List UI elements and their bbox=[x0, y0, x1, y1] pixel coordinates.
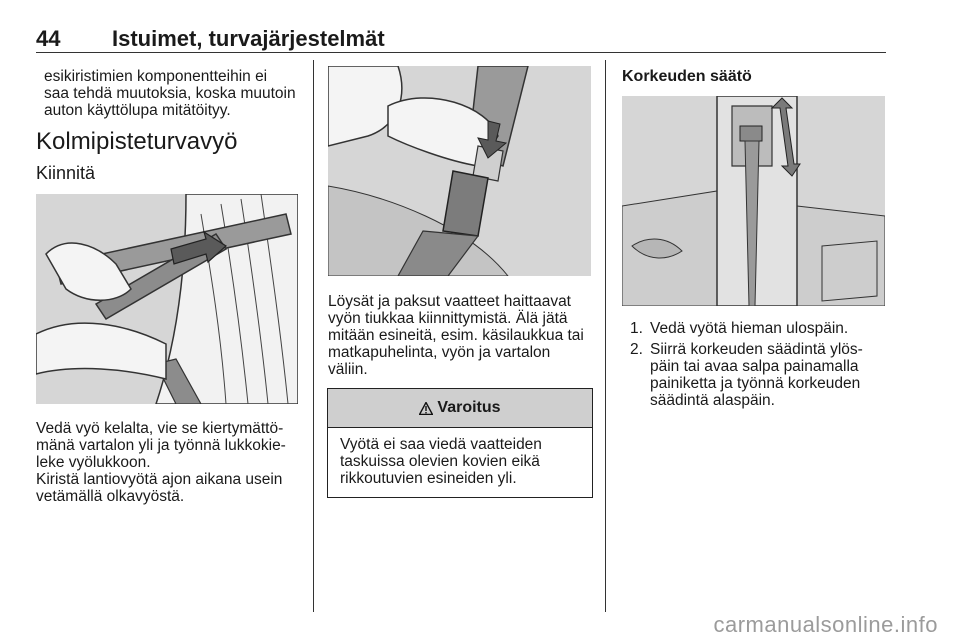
page-number: 44 bbox=[36, 26, 61, 51]
warning-header bbox=[328, 389, 592, 428]
warning-line: taskuissa olevien kovien eikä bbox=[340, 453, 540, 470]
column-divider-2 bbox=[605, 60, 606, 612]
intro-line: auton käyttölupa mitätöityy. bbox=[44, 102, 231, 119]
list-item bbox=[630, 320, 885, 337]
body-line: matkapuhelinta, vyön ja vartalon bbox=[328, 344, 551, 361]
column-divider-1 bbox=[313, 60, 314, 612]
step-line: päin tai avaa salpa painamalla bbox=[650, 358, 859, 375]
page-header-title: Istuimet, turvajärjestelmät bbox=[112, 26, 385, 51]
intro-line: saa tehdä muutoksia, koska muutoin bbox=[44, 85, 296, 102]
body-line: Kiristä lantiovyötä ajon aikana usein bbox=[36, 471, 283, 488]
tightening-instructions bbox=[36, 471, 302, 505]
step-line: säädintä alaspäin. bbox=[650, 392, 775, 409]
warning-text bbox=[340, 436, 585, 487]
subsection-heading: Kiinnitä bbox=[36, 163, 96, 183]
height-adjuster-drawing bbox=[622, 96, 885, 306]
body-line: vetämällä olkavyöstä. bbox=[36, 488, 185, 505]
clothing-notice bbox=[328, 293, 594, 378]
watermark: carmanualsonline.info bbox=[713, 612, 938, 637]
step-number: 1. bbox=[630, 320, 643, 337]
body-line: leke vyölukkoon. bbox=[36, 454, 151, 471]
warning-line: rikkoutuvien esineiden yli. bbox=[340, 470, 517, 487]
section-heading: Kolmipisteturvavyö bbox=[36, 128, 238, 155]
list-item bbox=[630, 341, 885, 409]
step-line: painiketta ja työnnä korkeuden bbox=[650, 375, 861, 392]
height-adjuster-illustration bbox=[622, 96, 885, 306]
header-divider bbox=[36, 52, 886, 53]
height-adjustment-heading: Korkeuden säätö bbox=[622, 68, 752, 85]
belt-fastening-illustration bbox=[36, 194, 298, 404]
intro-line: esikiristimien komponentteihin ei bbox=[44, 68, 268, 85]
step-line: Vedä vyötä hieman ulospäin. bbox=[650, 320, 849, 337]
warning-triangle-icon bbox=[419, 402, 433, 415]
buckle-insertion-drawing bbox=[328, 66, 591, 276]
warning-title: Varoitus bbox=[437, 399, 501, 416]
intro-paragraph bbox=[44, 68, 306, 119]
step-line: Siirrä korkeuden säädintä ylös- bbox=[650, 341, 863, 358]
warning-line: Vyötä ei saa viedä vaatteiden bbox=[340, 436, 542, 453]
buckle-insertion-illustration bbox=[328, 66, 591, 276]
body-line: väliin. bbox=[328, 361, 368, 378]
step-number: 2. bbox=[630, 341, 643, 358]
height-adjustment-steps bbox=[630, 320, 885, 413]
body-line: Vedä vyö kelalta, vie se kiertymättö- bbox=[36, 420, 284, 437]
body-line: Löysät ja paksut vaatteet haittaavat bbox=[328, 293, 571, 310]
warning-box bbox=[327, 388, 593, 498]
belt-fastening-drawing bbox=[36, 194, 298, 404]
fastening-instructions bbox=[36, 420, 302, 471]
body-line: vyön tiukkaa kiinnittymistä. Älä jätä bbox=[328, 310, 568, 327]
body-line: mitään esineitä, esim. käsilaukkua tai bbox=[328, 327, 584, 344]
body-line: mänä vartalon yli ja työnnä lukkokie- bbox=[36, 437, 286, 454]
